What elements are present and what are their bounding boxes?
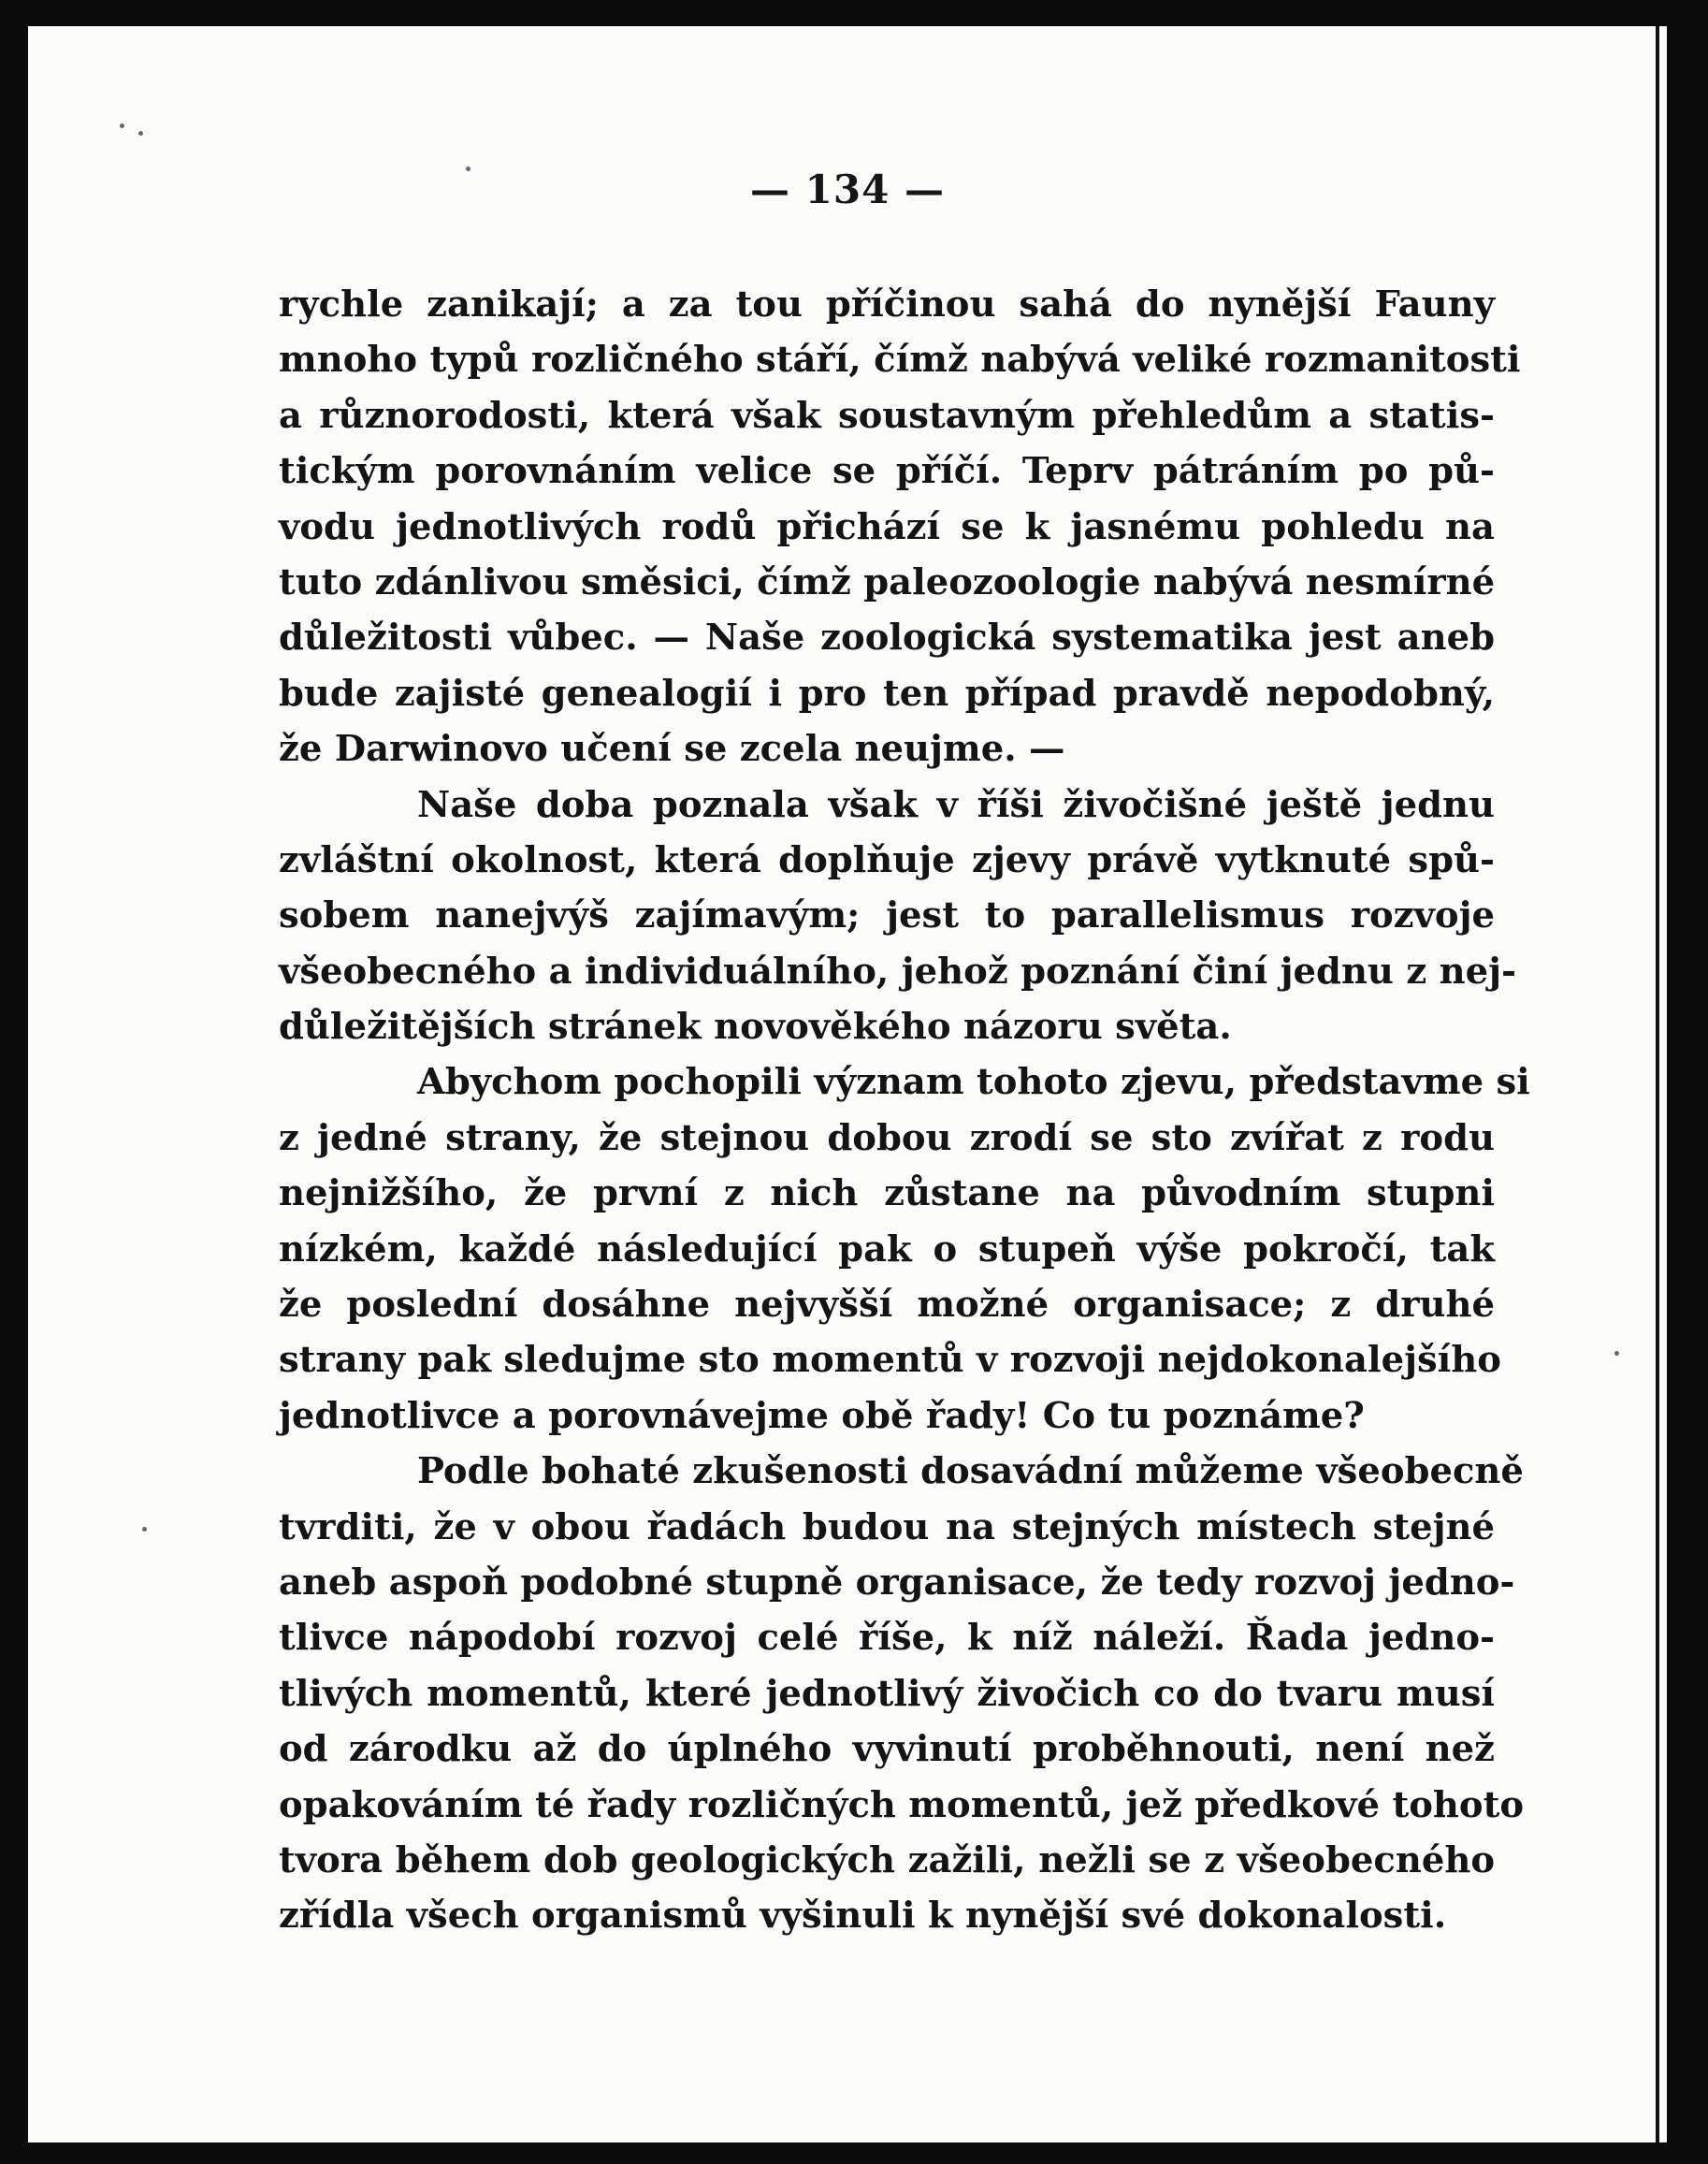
text-line: aneb aspoň podobné stupně organisace, že tedy rozvoj jedno- [279, 1561, 1515, 1604]
text-line: zřídla všech organismů vyšinuli k nynější své dokonalosti. [279, 1895, 1447, 1938]
text-line: z jedné strany, že stejnou dobou zrodí se sto zvířat z rodu [279, 1116, 1495, 1159]
scan-speck [138, 131, 143, 136]
text-line: tlivých momentů, které jednotlivý živočich co do tvaru musí [279, 1672, 1495, 1715]
text-line: tlivce nápodobí rozvoj celé říše, k níž náleží. Řada jedno- [279, 1617, 1495, 1660]
text-line: a různorodosti, která však soustavným přehledům a statis- [279, 394, 1495, 437]
text-line: bude zajisté genealogií i pro ten případ pravdě nepodobný, [279, 672, 1495, 715]
text-line: opakováním té řady rozličných momentů, jež předkové tohoto [279, 1783, 1525, 1826]
text-line: že Darwinovo učení se zcela neujme. — [279, 728, 1065, 771]
text-line: od zárodku až do úplného vyvinutí proběhnouti, není než [279, 1728, 1495, 1771]
text-line: strany pak sledujme sto momentů v rozvoji nejdokonalejšího [279, 1339, 1501, 1382]
text-line: tuto zdánlivou směsici, čímž paleozoologie nabývá nesmírné [279, 560, 1496, 603]
text-line: Naše doba poznala však v říši živočišné ještě jednu [417, 783, 1495, 826]
text-line: Podle bohaté zkušenosti dosavádní můžeme všeobecně [417, 1450, 1524, 1493]
scan-speck [1614, 1351, 1619, 1356]
text-line: tickým porovnáním velice se příčí. Teprv pátráním po pů- [279, 450, 1495, 493]
book-page [28, 26, 1667, 2142]
text-line: že poslední dosáhne nejvyšší možné organisace; z druhé [279, 1284, 1495, 1327]
scan-speck [142, 1527, 147, 1532]
text-line: tvrditi, že v obou řadách budou na stejných místech stejné [279, 1505, 1495, 1548]
text-line: Abychom pochopili význam tohoto zjevu, představme si [417, 1061, 1530, 1104]
scan-speck [120, 123, 124, 128]
text-line: nejnižšího, že první z nich zůstane na původním stupni [279, 1172, 1495, 1215]
text-line: vodu jednotlivých rodů přichází se k jasnému pohledu na [279, 505, 1495, 548]
text-line: všeobecného a individuálního, jehož poznání činí jednu z nej- [279, 950, 1516, 993]
body-text [279, 277, 1530, 1944]
text-line: sobem nanejvýš zajímavým; jest to parallelismus rozvoje [279, 894, 1495, 937]
text-line: nízkém, každé následující pak o stupeň výše pokročí, tak [279, 1227, 1495, 1271]
text-line: jednotlivce a porovnávejme obě řady! Co tu poznáme? [279, 1394, 1365, 1437]
text-line: zvláštní okolnost, která doplňuje zjevy právě vytknuté spů- [279, 838, 1495, 881]
page-number-header: — 134 — [750, 167, 945, 212]
text-line: mnoho typů rozličného stáří, čímž nabývá veliké rozmanitosti [279, 339, 1521, 382]
text-line: tvora během dob geologických zažili, nežli se z všeobecného [279, 1838, 1495, 1881]
text-line: důležitějších stránek novověkého názoru světa. [279, 1006, 1232, 1049]
text-line: rychle zanikají; a za tou příčinou sahá do nynější Fauny [279, 283, 1495, 326]
text-line: důležitosti vůbec. — Naše zoologická systematika jest aneb [279, 617, 1495, 660]
page-edge-shadow [1656, 26, 1659, 2142]
